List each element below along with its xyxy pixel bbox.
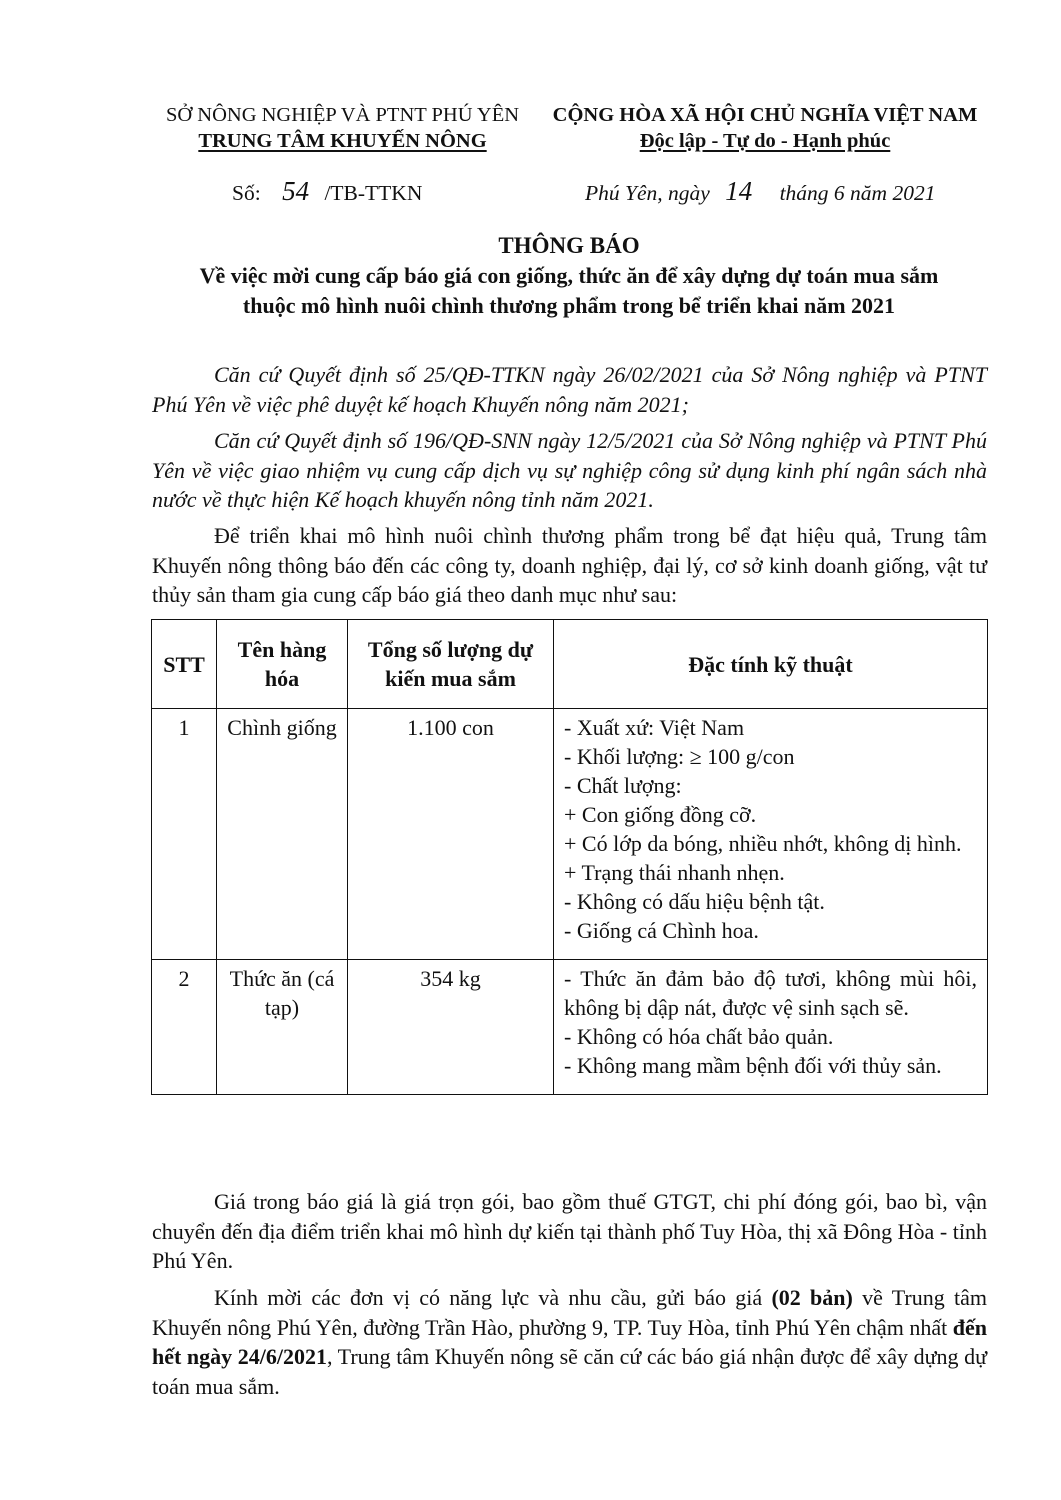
spec-line: - Khối lượng: ≥ 100 g/con bbox=[564, 744, 795, 769]
cell-quantity: 1.100 con bbox=[348, 709, 554, 960]
goods-table bbox=[151, 619, 988, 1095]
document-number-value: 54 bbox=[282, 176, 310, 206]
deadline: đến hết ngày 24/6/2021 bbox=[152, 1314, 987, 1369]
agency-header bbox=[150, 102, 535, 154]
col-header-stt: STT bbox=[152, 620, 217, 709]
invitation-paragraph: Kính mời các đơn vị có năng lực và nhu cầu, gửi báo giá (02 bản) về Trung tâm Khuyến nông Phú Yên, đường Trần Hào, phường 9, TP. Tuy Hòa, tỉnh Phú Yên chậm nhất đến hết ngày 24/6/2021, Trung tâm Khuyến nông sẽ căn cứ các báo giá nhận được để xây dựng dự toán mua sắm. bbox=[152, 1285, 987, 1399]
spec-line: - Thức ăn đảm bảo độ tươi, không mùi hôi, không bị dập nát, được vệ sinh sạch sẽ. bbox=[564, 966, 977, 1020]
national-line-1: CỘNG HÒA XÃ HỘI CHỦ NGHĨA VIỆT NAM bbox=[552, 104, 978, 126]
col-header-spec: Đặc tính kỹ thuật bbox=[554, 620, 988, 709]
table-row bbox=[152, 709, 988, 960]
national-header bbox=[535, 102, 995, 154]
national-motto: Độc lập - Tự do - Hạnh phúc bbox=[639, 130, 891, 152]
agency-line-1: SỞ NÔNG NGHIỆP VÀ PTNT PHÚ YÊN bbox=[165, 104, 520, 126]
spec-line: - Chất lượng: bbox=[564, 773, 682, 798]
spec-line: - Không có hóa chất bảo quản. bbox=[564, 1024, 834, 1049]
table-row bbox=[152, 960, 988, 1095]
cell-stt: 2 bbox=[152, 960, 217, 1095]
spec-line: - Không mang mầm bệnh đối với thủy sản. bbox=[564, 1053, 942, 1078]
document-title: THÔNG BÁO bbox=[498, 233, 640, 258]
spec-line: - Không có dấu hiệu bệnh tật. bbox=[564, 889, 825, 914]
table-header-row bbox=[152, 620, 988, 709]
basis-paragraph-1: Căn cứ Quyết định số 25/QĐ-TTKN ngày 26/02/2021 của Sở Nông nghiệp và PTNT Phú Yên về việc phê duyệt kế hoạch Khuyến nông năm 2021; bbox=[152, 362, 987, 417]
cell-stt: 1 bbox=[152, 709, 217, 960]
place-date: Phú Yên, ngày 14 tháng 6 năm 2021 bbox=[585, 176, 936, 206]
spec-line: + Con giống đồng cỡ. bbox=[564, 802, 757, 827]
copies-count: (02 bản) bbox=[771, 1285, 853, 1310]
spec-line: + Trạng thái nhanh nhẹn. bbox=[564, 860, 785, 885]
spec-line: + Có lớp da bóng, nhiều nhớt, không dị hình. bbox=[564, 831, 962, 856]
date-day: 14 bbox=[725, 176, 753, 206]
cell-name: Chình giống bbox=[217, 709, 348, 960]
basis-paragraph-2: Căn cứ Quyết định số 196/QĐ-SNN ngày 12/5/2021 của Sở Nông nghiệp và PTNT Phú Yên về việc giao nhiệm vụ cung cấp dịch vụ sự nghiệp công sử dụng kinh phí ngân sách nhà nước về thực hiện Kế hoạch khuyến nông tỉnh năm 2021. bbox=[152, 428, 987, 512]
intro-paragraph: Để triển khai mô hình nuôi chình thương phẩm trong bể đạt hiệu quả, Trung tâm Khuyến nông thông báo đến các công ty, doanh nghiệp, đại lý, cơ sở kinh doanh giống, vật tư thủy sản tham gia cung cấp báo giá theo danh mục như sau: bbox=[152, 523, 987, 607]
spec-line: - Giống cá Chình hoa. bbox=[564, 918, 759, 943]
col-header-quantity: Tổng số lượng dự kiến mua sắm bbox=[348, 620, 554, 709]
col-header-name: Tên hàng hóa bbox=[217, 620, 348, 709]
document-number: Số: 54 /TB-TTKN bbox=[232, 176, 423, 206]
document-subject: Về việc mời cung cấp báo giá con giống, thức ăn để xây dựng dự toán mua sắm thuộc mô hình nuôi chình thương phẩm trong bể triển khai năm 2021 bbox=[199, 263, 939, 318]
cell-spec bbox=[554, 960, 988, 1095]
cell-quantity: 354 kg bbox=[348, 960, 554, 1095]
agency-line-2: TRUNG TÂM KHUYẾN NÔNG bbox=[198, 130, 487, 152]
cell-name: Thức ăn (cá tạp) bbox=[217, 960, 348, 1095]
price-note-paragraph: Giá trong báo giá là giá trọn gói, bao gồm thuế GTGT, chi phí đóng gói, bao bì, vận chuyển đến địa điểm triển khai mô hình dự kiến tại thành phố Tuy Hòa, thị xã Đông Hòa - tỉnh Phú Yên. bbox=[152, 1189, 987, 1273]
spec-line: - Xuất xứ: Việt Nam bbox=[564, 715, 745, 740]
cell-spec bbox=[554, 709, 988, 960]
